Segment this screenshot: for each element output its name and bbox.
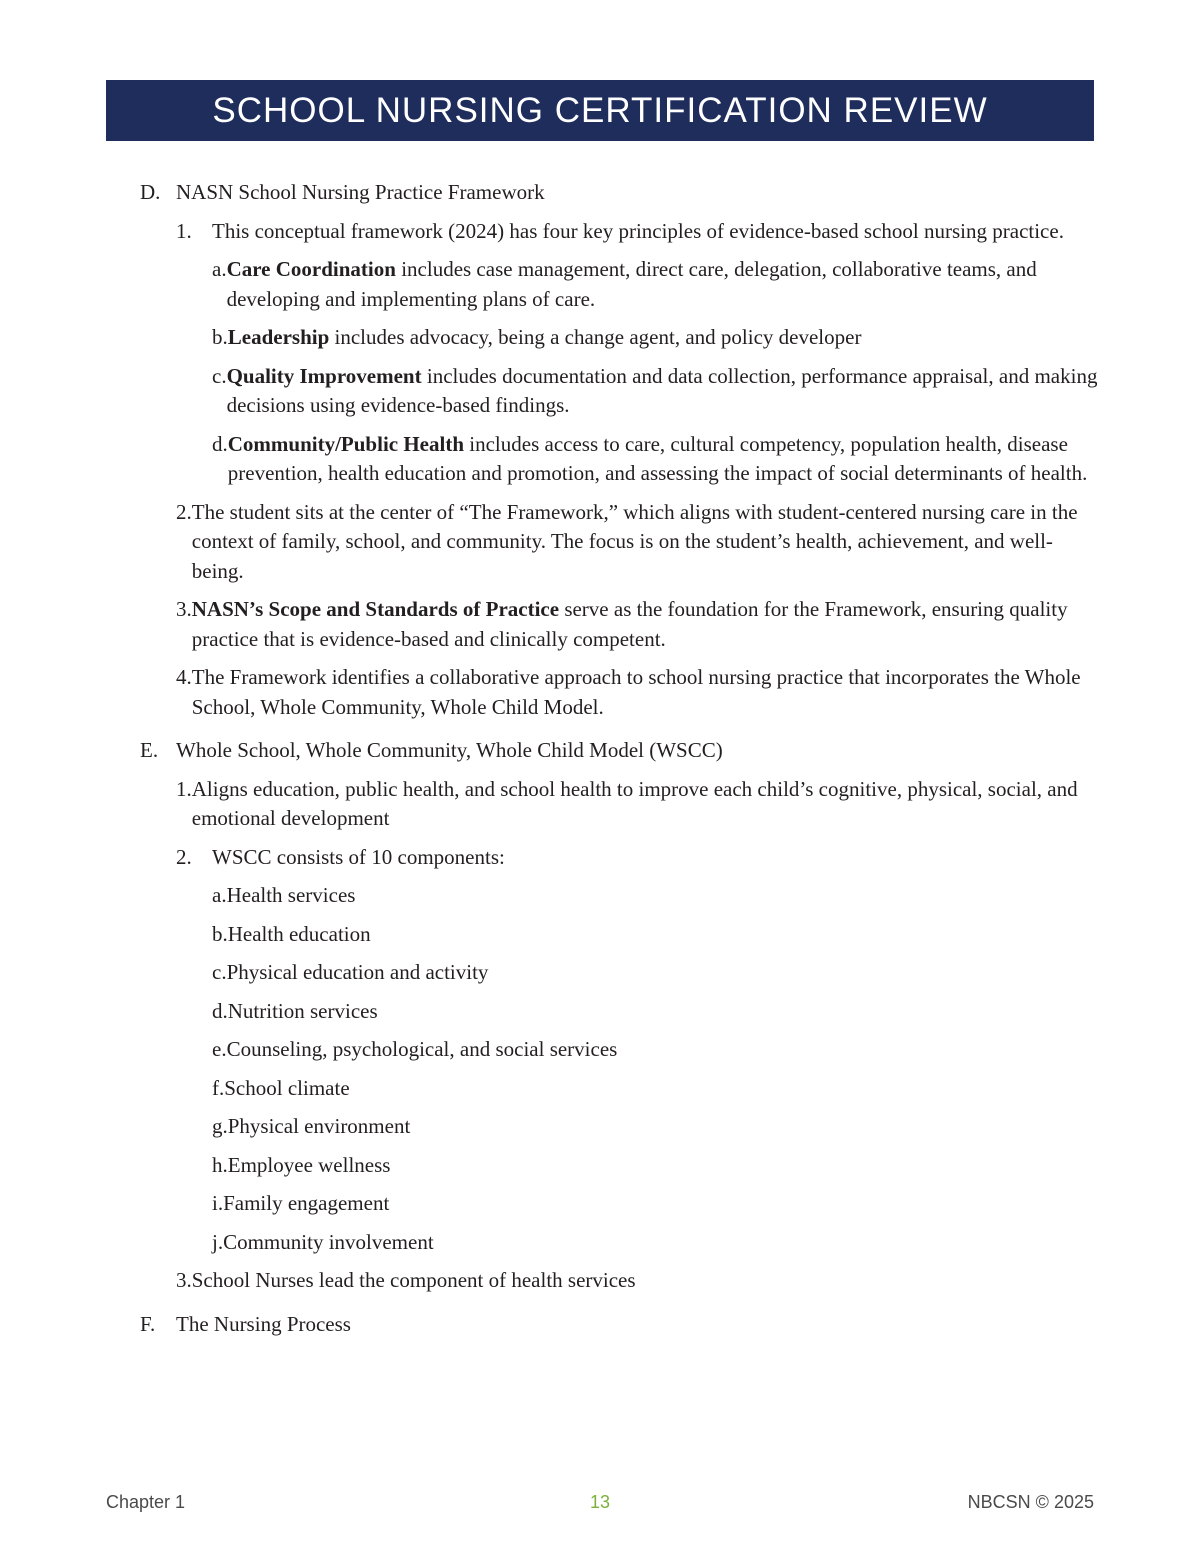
sub-item bbox=[212, 881, 1100, 911]
item-label: 1. bbox=[176, 776, 192, 801]
sub-item-text: Physical education and activity bbox=[226, 960, 489, 984]
header-banner bbox=[106, 80, 1094, 141]
sub-item-label: a. bbox=[212, 257, 227, 281]
sub-item-label: b. bbox=[212, 921, 228, 946]
sub-item-label: c. bbox=[212, 960, 227, 984]
sub-item bbox=[212, 958, 1100, 988]
sub-item bbox=[212, 1228, 1100, 1258]
sub-item-text: includes documentation and data collection, performance appraisal, and making decisions using evidence-based findings. bbox=[226, 363, 1098, 417]
list-item bbox=[176, 843, 1100, 1258]
item-text: Aligns education, public health, and school health to improve each child’s cognitive, physical, social, and emotional development bbox=[191, 776, 1078, 830]
sub-item bbox=[212, 1035, 1100, 1065]
sub-item-label: e. bbox=[212, 1037, 227, 1061]
sub-item-text: includes advocacy, being a change agent, and policy developer bbox=[329, 325, 862, 349]
list-item bbox=[176, 498, 1100, 587]
footer-chapter: Chapter 1 bbox=[106, 1492, 186, 1512]
sub-item-label: g. bbox=[212, 1114, 228, 1138]
item-text: WSCC consists of 10 components: bbox=[212, 844, 505, 869]
section-title: NASN School Nursing Practice Framework bbox=[176, 180, 545, 204]
sub-item bbox=[212, 323, 1100, 353]
list-item bbox=[176, 595, 1100, 654]
sub-item-text: Health services bbox=[226, 883, 356, 907]
sub-item-text: includes access to care, cultural competency, population health, disease prevention, health education and promotion, and assessing the impact of social determinants of health. bbox=[227, 431, 1088, 485]
term: NASN’s Scope and Standards of Practice bbox=[191, 597, 560, 621]
sub-item bbox=[212, 430, 1100, 489]
sub-item-text: Employee wellness bbox=[227, 1152, 391, 1177]
section-e bbox=[140, 736, 1100, 1296]
sub-item bbox=[212, 1151, 1100, 1181]
sub-item-text: Community involvement bbox=[223, 1229, 434, 1254]
sub-item-text: includes case management, direct care, delegation, collaborative teams, and developing and implementing plans of care. bbox=[226, 257, 1037, 311]
term: Leadership bbox=[227, 325, 330, 349]
sub-item-text: School climate bbox=[224, 1075, 350, 1100]
sub-item bbox=[212, 1074, 1100, 1104]
sub-item bbox=[212, 255, 1100, 314]
item-label: 3. bbox=[176, 597, 192, 621]
sub-item-label: a. bbox=[212, 883, 227, 907]
section-label: D. bbox=[140, 180, 161, 204]
sub-item-text: Family engagement bbox=[223, 1191, 390, 1215]
item-label: 2. bbox=[176, 844, 192, 869]
sub-item-label: h. bbox=[212, 1152, 228, 1177]
term: Community/Public Health bbox=[227, 431, 465, 456]
sub-item bbox=[212, 1112, 1100, 1142]
section-title: Whole School, Whole Community, Whole Child Model (WSCC) bbox=[176, 738, 723, 762]
item-text: The student sits at the center of “The Framework,” which aligns with student-centered nursing care in the context of family, school, and community. The focus is on the student’s health, achievement, and well-being. bbox=[191, 499, 1078, 583]
list-item bbox=[176, 663, 1100, 722]
sub-item-label: d. bbox=[212, 431, 228, 456]
section-label: F. bbox=[140, 1311, 156, 1336]
item-text: School Nurses lead the component of health services bbox=[191, 1268, 636, 1292]
item-label: 3. bbox=[176, 1268, 192, 1292]
page-header-title: SCHOOL NURSING CERTIFICATION REVIEW bbox=[212, 90, 988, 130]
sub-item-text: Health education bbox=[227, 921, 371, 946]
section-f bbox=[140, 1310, 1100, 1340]
sub-item-text: Physical environment bbox=[227, 1114, 411, 1138]
page-number: 13 bbox=[589, 1492, 611, 1512]
list-item bbox=[176, 1266, 1100, 1296]
section-label: E. bbox=[140, 738, 159, 762]
item-label: 1. bbox=[176, 218, 192, 243]
page-footer bbox=[106, 1492, 1094, 1516]
item-text: This conceptual framework (2024) has four key principles of evidence-based school nursing practice. bbox=[212, 218, 1064, 243]
list-item bbox=[176, 217, 1100, 489]
sub-item-label: b. bbox=[212, 325, 228, 349]
sub-item bbox=[212, 1189, 1100, 1219]
sub-item-label: i. bbox=[212, 1191, 224, 1215]
sub-item bbox=[212, 362, 1100, 421]
sub-item bbox=[212, 997, 1100, 1027]
item-label: 4. bbox=[176, 665, 192, 689]
term: Quality Improvement bbox=[226, 363, 422, 388]
sub-item-label: j. bbox=[212, 1229, 224, 1254]
outline-content bbox=[140, 178, 1100, 1347]
item-label: 2. bbox=[176, 499, 192, 524]
item-text: The Framework identifies a collaborative approach to school nursing practice that incorporates the Whole School, Whole Community, Whole Child Model. bbox=[191, 665, 1081, 719]
sub-item-label: c. bbox=[212, 363, 227, 388]
term: Care Coordination bbox=[226, 257, 396, 281]
footer-copyright: NBCSN © 2025 bbox=[967, 1492, 1094, 1512]
sub-item-label: d. bbox=[212, 998, 228, 1023]
sub-item-label: f. bbox=[212, 1075, 225, 1100]
sub-item-text: Counseling, psychological, and social services bbox=[226, 1037, 618, 1061]
section-d bbox=[140, 178, 1100, 722]
list-item bbox=[176, 775, 1100, 834]
item-text: serve as the foundation for the Framework, ensuring quality practice that is evidence-based and clinically competent. bbox=[191, 597, 1068, 651]
sub-item-text: Nutrition services bbox=[227, 998, 378, 1023]
section-title: The Nursing Process bbox=[176, 1311, 351, 1336]
sub-item bbox=[212, 920, 1100, 950]
